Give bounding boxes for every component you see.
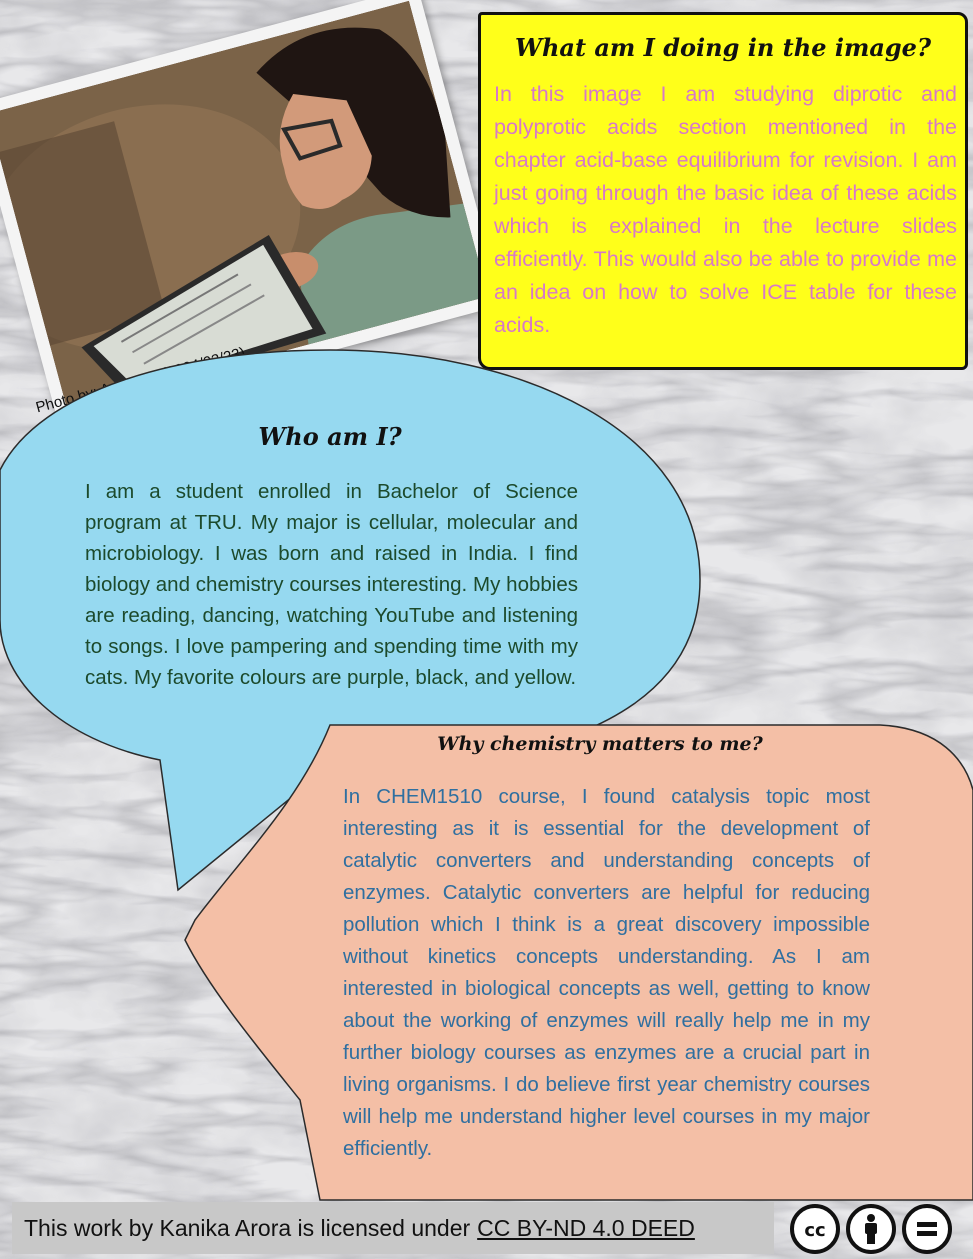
- what-box-text: In this image I am studying diprotic and polyprotic acids section mentioned in the chapter acid-base equilibrium for revision. I am just going through the basic idea of these acids which is explained in the lecture slides efficiently. This would also be able to provide me an idea on how to solve ICE table for these acids.: [494, 82, 957, 337]
- by-person-icon: [846, 1204, 896, 1254]
- license-footer: [12, 1202, 774, 1254]
- license-text: This work by Kanika Arora is licensed under: [24, 1214, 471, 1241]
- who-am-i-title: Who am I?: [258, 422, 402, 451]
- why-chemistry-text: In CHEM1510 course, I found catalysis topic most interesting as it is essential for the development of catalytic converters and understanding concepts of enzymes. Catalytic converters are helpful for reducing pollution which I think is a great discovery impossible without kinetics concepts understanding. As I am interested in biological concepts as well, getting to know about the working of enzymes will really help me in my further biology courses as enzymes are a crucial part in living organisms. I do believe first year chemistry courses will help me understand higher level courses in my major efficiently.: [343, 785, 870, 1160]
- license-link[interactable]: CC BY-ND 4.0 DEED: [477, 1214, 695, 1241]
- svg-text:cc: cc: [804, 1220, 826, 1241]
- nd-equals-icon: [902, 1204, 952, 1254]
- what-box-title: What am I doing in the image?: [514, 33, 932, 62]
- cc-icon: [790, 1204, 840, 1254]
- cc-license-badges[interactable]: [782, 1204, 960, 1254]
- who-am-i-text: I am a student enrolled in Bachelor of Science program at TRU. My major is cellular, molecular and microbiology. I was born and raised in India. I find biology and chemistry courses interesting. My hobbies are reading, dancing, watching YouTube and listening to songs. I love pampering and spending time with my cats. My favorite colours are purple, black, and yellow.: [85, 480, 578, 689]
- why-chemistry-title: Why chemistry matters to me?: [437, 733, 763, 755]
